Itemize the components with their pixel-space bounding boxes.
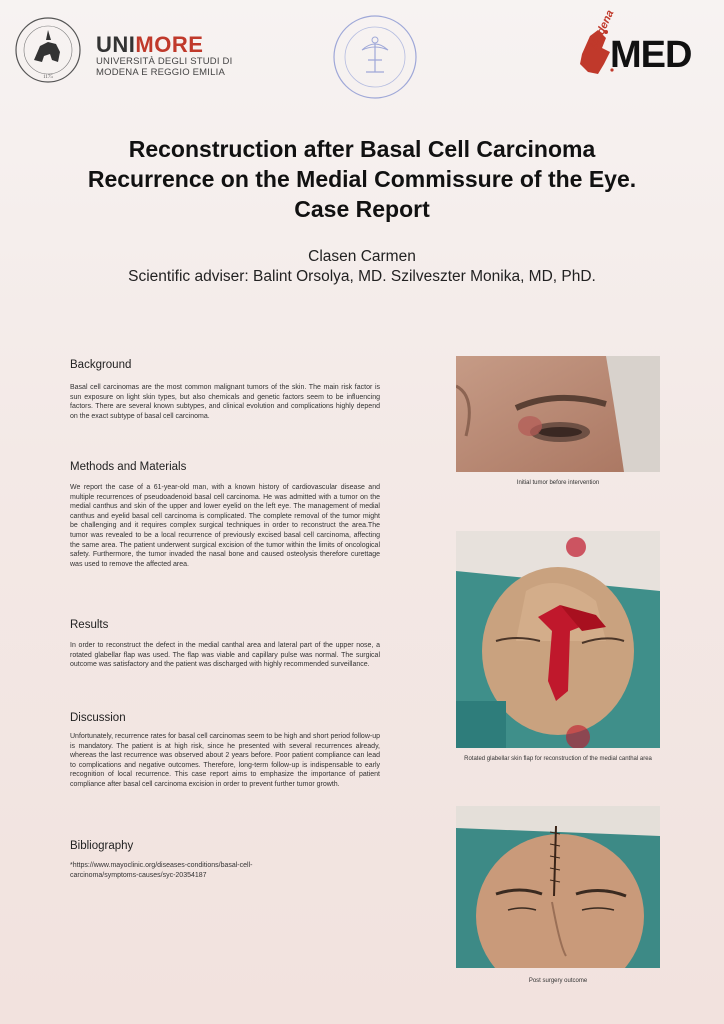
post-surgery-photo xyxy=(456,806,660,968)
results-heading: Results xyxy=(70,619,109,631)
discussion-heading: Discussion xyxy=(70,712,126,724)
background-heading: Background xyxy=(70,359,132,371)
figure-caption-3: Post surgery outcome xyxy=(528,978,588,984)
figure-caption-2: Rotated glabellar skin flap for reconstruction of the medial canthal area xyxy=(464,756,652,762)
methods-heading: Methods and Materials xyxy=(70,461,187,473)
results-text: In order to reconstruct the defect in the medial canthal area and lateral part of the upper nose, a rotated glabellar flap was used. The flap was viable and capillary pulse was normal. The surgical outcome was satisfactory and the patient was discharged with highly recommended surveillance. xyxy=(70,642,380,669)
initial-tumor-photo xyxy=(456,356,660,472)
university-name: UNIMORE xyxy=(96,32,204,57)
author-name: Clasen Carmen xyxy=(308,248,416,265)
university-seal-logo xyxy=(14,16,82,84)
med-logo-script: Modena xyxy=(588,8,617,52)
poster-title: Reconstruction after Basal Cell Carcinoma Recurrence on the Medial Commissure of the Eye. Case Report xyxy=(87,136,637,222)
discussion-text: Unfortunately, recurrence rates for basal cell carcinomas seem to be high and short period follow-up is mandatory. The patient is at high risk, since he presented with several recurrences already, whereas the last recurrence was observed about 2 years before. Poor patient compliance can lead to complications and negative outcomes. Therefore, long-term follow-up is indispensable to early recognition of local recurrence. This case report aims to emphasize the importance of patient compliance after basal cell carcinoma excision in order to prevent further tumor growth. xyxy=(70,733,380,788)
svg-text:1175: 1175 xyxy=(43,75,53,80)
background-text: Basal cell carcinomas are the most common malignant tumors of the skin. The main risk factor is sun exposure on light skin types, but also chemicals and genetic factors seem to be influencing factors. There are several known subtypes, and clinical evolution and complications highly depend on the exact subtype of basal cell carcinoma. xyxy=(70,384,380,420)
university-subtitle: UNIVERSITÀ DEGLI STUDI DI MODENA E REGGIO EMILIA xyxy=(96,56,233,78)
scientific-adviser: Scientific adviser: Balint Orsolya, MD. Szilveszter Monika, MD, PhD. xyxy=(128,268,596,285)
bibliography-text: *https://www.mayoclinic.org/diseases-conditions/basal-cell-carcinoma/symptoms-causes/syc-20354187 xyxy=(70,862,253,879)
figure-caption-1: Initial tumor before intervention xyxy=(516,480,600,486)
universitatea-seal-logo xyxy=(332,14,418,100)
med-logo-text: MED xyxy=(610,34,692,76)
glabellar-flap-photo xyxy=(456,531,660,748)
methods-text: We report the case of a 61-year-old man, with a known history of cardiovascular disease and multiple recurrences of pseudoadenoid basal cell carcinoma. He was admitted with a tumor on the medial canthus and skin of the upper and lower eyelid on the left eye. The management of medial canthus and eyelid basal cell carcinoma is complicated. The complete removal of the tumor might be challenging and it requires complex surgical techniques in order to reconstruct the area.The tumor was revealed to be a local recurrence of previously excised basal cell carcinoma, affecting the same area. The patient underwent surgical excision of the tumor within the limits of oncological safety. Furthermore, the tumor invaded the nasal bone and caused osteolysis therefore curettage was used to remove the affected area. xyxy=(70,484,380,568)
bibliography-heading: Bibliography xyxy=(70,840,134,852)
